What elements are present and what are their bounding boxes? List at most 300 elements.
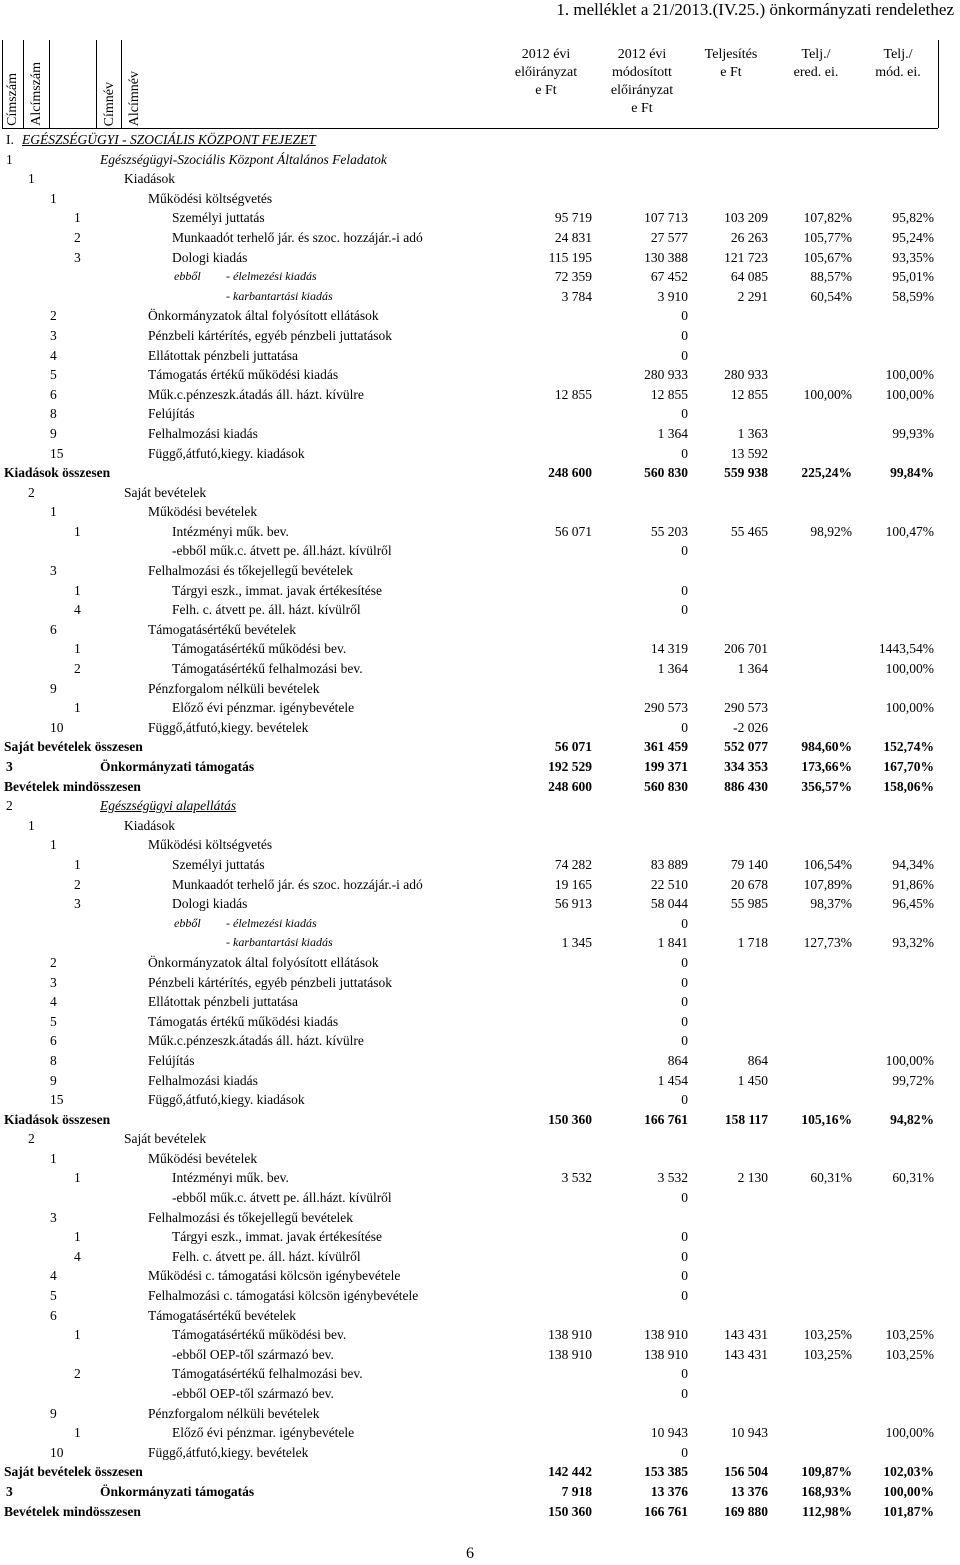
row-label: Felh. c. átvett pe. áll. házt. kívülről xyxy=(172,1248,361,1264)
header-alcimszam: Alcímszám xyxy=(29,62,44,126)
row-code: 6 xyxy=(50,386,57,402)
row-value-col5: 100,00% xyxy=(885,1425,934,1441)
row-label: Kiadások xyxy=(124,817,175,833)
table-header xyxy=(2,40,938,129)
row-value-col2: 0 xyxy=(681,1248,688,1264)
document-title: 1. melléklet a 21/2013.(IV.25.) önkormányzati rendelethez xyxy=(556,0,954,19)
row-value-col5: 93,32% xyxy=(892,935,934,951)
row-code: 2 xyxy=(6,798,13,814)
row-code: 1 xyxy=(50,1150,57,1166)
row-code: 4 xyxy=(50,994,57,1010)
row-label: Személyi juttatás xyxy=(172,856,265,872)
table-row xyxy=(2,365,938,385)
table-row xyxy=(2,1423,938,1443)
row-label: Felhalmozási kiadás xyxy=(148,425,258,441)
header-telj-mod-ei: Telj./ mód. ei. xyxy=(875,47,921,80)
table-row xyxy=(2,1404,938,1424)
row-value-col4: 105,67% xyxy=(803,249,852,265)
row-label: Támogatásértékű felhalmozási bev. xyxy=(172,661,363,677)
row-value-col5: 95,24% xyxy=(892,229,934,245)
row-value-col2: 0 xyxy=(681,1366,688,1382)
table-row xyxy=(2,581,938,601)
row-code: 3 xyxy=(74,249,81,265)
table-row xyxy=(2,1306,938,1326)
row-value-col5: 102,03% xyxy=(883,1464,934,1480)
row-label: Egészségügyi-Szociális Központ Általános Feladatok xyxy=(100,151,387,167)
row-value-col2: 0 xyxy=(681,1268,688,1284)
row-value-col2: 22 510 xyxy=(650,876,688,892)
row-label: Dologi kiadás xyxy=(172,249,248,265)
table-row xyxy=(2,404,938,424)
row-code: 3 xyxy=(50,563,57,579)
row-code: 9 xyxy=(50,1072,57,1088)
row-value-col3: 64 085 xyxy=(730,269,768,285)
row-label: Felh. c. átvett pe. áll. házt. kívülről xyxy=(172,602,361,618)
row-value-col3: 552 077 xyxy=(724,739,768,755)
row-label: Előző évi pénzmar. igénybevétele xyxy=(172,700,355,716)
row-value-col3: 26 263 xyxy=(730,229,768,245)
row-value-col3: 79 140 xyxy=(730,856,768,872)
row-code: 5 xyxy=(50,1288,57,1304)
row-code: 1 xyxy=(74,641,81,657)
table-row xyxy=(2,463,938,483)
row-label: Műk.c.pénzeszk.átadás áll. házt. kívülre xyxy=(148,386,364,402)
table-row xyxy=(2,1051,938,1071)
row-label: - élelmezési kiadás xyxy=(226,915,317,930)
row-value-col1: 56 071 xyxy=(554,523,592,539)
row-code: 9 xyxy=(50,425,57,441)
row-value-col5: 100,00% xyxy=(885,661,934,677)
row-value-col1: 74 282 xyxy=(554,856,592,872)
row-value-col2: 138 910 xyxy=(644,1327,688,1343)
table-row xyxy=(2,267,938,287)
row-value-col2: 1 364 xyxy=(657,425,688,441)
row-value-col4: 60,54% xyxy=(810,288,852,304)
row-label: Bevételek mindösszesen xyxy=(4,1503,141,1519)
row-value-col2: 138 910 xyxy=(644,1346,688,1362)
row-code: 1 xyxy=(74,523,81,539)
row-value-col2: 166 761 xyxy=(644,1111,688,1127)
row-value-col4: 356,57% xyxy=(801,778,852,794)
table-row xyxy=(2,1012,938,1032)
table-row xyxy=(2,1090,938,1110)
row-code: 1 xyxy=(6,151,13,167)
row-value-col2: 290 573 xyxy=(644,700,688,716)
row-code: 1 xyxy=(74,582,81,598)
row-code: 10 xyxy=(50,719,64,735)
header-alcimnev: Alcímnév xyxy=(127,70,142,126)
row-value-col3: 10 943 xyxy=(730,1425,768,1441)
row-value-col5: 99,72% xyxy=(892,1072,934,1088)
row-value-col4: 173,66% xyxy=(801,759,852,774)
row-value-col1: 3 784 xyxy=(561,288,592,304)
row-code: 2 xyxy=(74,661,81,677)
row-label: Intézményi műk. bev. xyxy=(172,523,289,539)
table-row xyxy=(2,483,938,503)
table-row xyxy=(2,150,938,170)
budget-table-body xyxy=(2,130,938,1521)
row-label: Függő,átfutó,kiegy. kiadások xyxy=(148,1092,305,1108)
row-value-col2: 0 xyxy=(681,308,688,324)
row-value-col2: 153 385 xyxy=(644,1464,688,1480)
row-label: Függő,átfutó,kiegy. kiadások xyxy=(148,445,305,461)
table-row xyxy=(2,1227,938,1247)
table-row xyxy=(2,130,938,150)
row-label: Támogatásértékű felhalmozási bev. xyxy=(172,1366,363,1382)
row-code: 3 xyxy=(50,974,57,990)
row-code: 2 xyxy=(74,229,81,245)
row-code: 4 xyxy=(74,602,81,618)
table-row xyxy=(2,444,938,464)
row-value-col5: 103,25% xyxy=(885,1327,934,1343)
row-value-col2: 0 xyxy=(681,915,688,931)
row-value-col2: 55 203 xyxy=(650,523,688,539)
row-value-col5: 100,00% xyxy=(885,700,934,716)
row-value-col2: 0 xyxy=(681,602,688,618)
row-value-col4: 127,73% xyxy=(803,935,852,951)
row-code: ebből xyxy=(174,269,201,284)
row-label: Tárgyi eszk., immat. javak értékesítése xyxy=(172,582,383,598)
row-value-col4: 984,60% xyxy=(801,739,852,755)
row-code: 1 xyxy=(74,1327,81,1343)
row-value-col1: 150 360 xyxy=(548,1503,592,1519)
row-value-col5: 99,84% xyxy=(890,465,934,481)
row-label: Támogatásértékű bevételek xyxy=(148,621,297,637)
row-label: Tárgyi eszk., immat. javak értékesítése xyxy=(172,1229,383,1245)
row-value-col2: 0 xyxy=(681,445,688,461)
table-row xyxy=(2,1071,938,1091)
table-row xyxy=(2,424,938,444)
row-value-col1: 56 913 xyxy=(554,896,592,912)
row-code: ebből xyxy=(174,915,201,930)
row-value-col2: 10 943 xyxy=(650,1425,688,1441)
row-code: 1 xyxy=(28,171,35,187)
row-value-col2: 130 388 xyxy=(644,249,688,265)
row-value-col2: 0 xyxy=(681,1092,688,1108)
row-value-col2: 864 xyxy=(667,1052,688,1068)
row-value-col4: 103,25% xyxy=(803,1346,852,1362)
row-value-col5: 158,06% xyxy=(883,778,934,794)
row-label: Dologi kiadás xyxy=(172,896,248,912)
row-code: 1 xyxy=(50,190,57,206)
row-label: -ebből OEP-től származó bev. xyxy=(172,1386,334,1401)
page-number: 6 xyxy=(466,1545,474,1562)
table-row xyxy=(2,1110,938,1130)
table-row xyxy=(2,561,938,581)
row-label: Előző évi pénzmar. igénybevétele xyxy=(172,1425,355,1441)
row-value-col1: 192 529 xyxy=(548,759,592,774)
row-code: 8 xyxy=(50,1052,57,1068)
row-code: 1 xyxy=(74,856,81,872)
row-value-col4: 60,31% xyxy=(810,1170,852,1186)
row-value-col2: 166 761 xyxy=(644,1503,688,1519)
row-value-col3: 280 933 xyxy=(724,367,768,383)
table-row xyxy=(2,385,938,405)
table-row xyxy=(2,698,938,718)
table-row xyxy=(2,933,938,953)
row-value-col3: 1 363 xyxy=(737,425,768,441)
row-code: 6 xyxy=(50,1307,57,1323)
row-label: Kiadások xyxy=(124,171,175,187)
row-value-col1: 7 918 xyxy=(561,1483,592,1499)
row-code: 10 xyxy=(50,1444,64,1460)
table-row xyxy=(2,1345,938,1365)
row-label: Támogatásértékű működési bev. xyxy=(172,641,347,657)
row-value-col2: 0 xyxy=(681,327,688,343)
row-value-col1: 248 600 xyxy=(548,778,592,794)
table-row xyxy=(2,1188,938,1208)
row-code: 4 xyxy=(74,1248,81,1264)
row-value-col5: 103,25% xyxy=(885,1346,934,1362)
table-row xyxy=(2,1364,938,1384)
row-label: Önkormányzatok által folyósított ellátások xyxy=(148,954,379,970)
row-code: 2 xyxy=(28,1131,35,1147)
row-value-col2: 560 830 xyxy=(644,778,688,794)
row-label: Támogatásértékű működési bev. xyxy=(172,1327,347,1343)
row-label: Működési bevételek xyxy=(148,1150,258,1166)
row-value-col2: 13 376 xyxy=(650,1483,688,1499)
row-value-col4: 168,93% xyxy=(801,1483,852,1499)
row-value-col5: 96,45% xyxy=(892,896,934,912)
row-value-col2: 58 044 xyxy=(650,896,688,912)
row-code: 4 xyxy=(50,1268,57,1284)
row-label: - karbantartási kiadás xyxy=(226,288,333,303)
row-value-col3: 169 880 xyxy=(724,1503,768,1519)
row-value-col2: 199 371 xyxy=(644,759,688,774)
row-label: Saját bevételek összesen xyxy=(4,739,143,755)
table-row xyxy=(2,1208,938,1228)
row-label: Munkaadót terhelő jár. és szoc. hozzájár.-i adó xyxy=(172,876,423,892)
row-value-col3: 156 504 xyxy=(724,1464,768,1480)
table-row xyxy=(2,1247,938,1267)
row-value-col3: 13 376 xyxy=(730,1483,768,1499)
row-value-col4: 109,87% xyxy=(801,1464,852,1480)
table-row xyxy=(2,973,938,993)
table-row xyxy=(2,1031,938,1051)
row-value-col2: 0 xyxy=(681,1190,688,1206)
row-value-col3: 20 678 xyxy=(730,876,768,892)
row-value-col4: 107,82% xyxy=(803,210,852,226)
row-label: Pénzbeli kártérítés, egyéb pénzbeli juttatások xyxy=(148,327,393,343)
row-value-col5: 100,47% xyxy=(885,523,934,539)
row-value-col4: 98,37% xyxy=(810,896,852,912)
table-row xyxy=(2,1384,938,1404)
row-value-col2: 0 xyxy=(681,347,688,363)
row-value-col3: 12 855 xyxy=(730,386,768,402)
row-code: 1 xyxy=(74,1425,81,1441)
row-value-col2: 0 xyxy=(681,406,688,422)
row-code: 1 xyxy=(28,817,35,833)
row-value-col2: 27 577 xyxy=(650,229,688,245)
row-value-col5: 93,35% xyxy=(892,249,934,265)
row-value-col3: 290 573 xyxy=(724,700,768,716)
row-value-col4: 106,54% xyxy=(803,856,852,872)
row-label: Felújítás xyxy=(148,406,195,422)
row-value-col1: 115 195 xyxy=(548,249,592,265)
table-row xyxy=(2,875,938,895)
table-row xyxy=(2,1482,938,1502)
row-value-col2: 67 452 xyxy=(650,269,688,285)
table-row xyxy=(2,737,938,757)
row-value-col3: 334 353 xyxy=(724,759,768,774)
row-value-col2: 0 xyxy=(681,1444,688,1460)
row-value-col3: 55 465 xyxy=(730,523,768,539)
header-teljesites: Teljesítés e Ft xyxy=(704,47,758,80)
table-row xyxy=(2,992,938,1012)
row-value-col2: 1 841 xyxy=(657,935,688,951)
row-label: Felújítás xyxy=(148,1052,195,1068)
table-row xyxy=(2,914,938,934)
row-code: 1 xyxy=(74,210,81,226)
row-code: 2 xyxy=(74,1366,81,1382)
row-label: Önkormányzati támogatás xyxy=(100,1483,255,1499)
row-value-col2: 560 830 xyxy=(644,465,688,481)
row-value-col2: 83 889 xyxy=(650,856,688,872)
row-value-col3: 55 985 xyxy=(730,896,768,912)
row-code: 15 xyxy=(50,1092,64,1108)
table-row xyxy=(2,855,938,875)
table-row xyxy=(2,228,938,248)
row-label: Felhalmozási és tőkejellegű bevételek xyxy=(148,1209,354,1225)
table-row xyxy=(2,620,938,640)
table-row xyxy=(2,835,938,855)
table-row xyxy=(2,1325,938,1345)
row-value-col5: 101,87% xyxy=(883,1503,934,1519)
row-label: Működési c. támogatási kölcsön igénybevétele xyxy=(148,1268,401,1284)
row-label: -ebből műk.c. átvett pe. áll.házt. kívülről xyxy=(172,543,392,559)
table-row xyxy=(2,600,938,620)
row-value-col2: 0 xyxy=(681,1033,688,1049)
row-label: Támogatásértékű bevételek xyxy=(148,1307,297,1323)
row-value-col3: 1 364 xyxy=(737,661,768,677)
row-label: Függő,átfutó,kiegy. bevételek xyxy=(148,1444,309,1460)
row-value-col2: 0 xyxy=(681,582,688,598)
row-label: Személyi juttatás xyxy=(172,210,265,226)
row-value-col4: 105,16% xyxy=(801,1111,852,1127)
row-value-col3: 1 450 xyxy=(737,1072,768,1088)
table-row xyxy=(2,189,938,209)
table-row xyxy=(2,718,938,738)
row-value-col5: 100,00% xyxy=(883,1483,934,1499)
row-code: 2 xyxy=(28,484,35,500)
row-code: 3 xyxy=(50,327,57,343)
row-value-col3: 864 xyxy=(747,1052,768,1068)
table-row xyxy=(2,1266,938,1286)
row-code: 5 xyxy=(50,1013,57,1029)
row-code: 2 xyxy=(50,308,57,324)
row-value-col5: 100,00% xyxy=(885,386,934,402)
row-label: Önkormányzatok által folyósított ellátások xyxy=(148,308,379,324)
row-label: Felhalmozási kiadás xyxy=(148,1072,258,1088)
row-value-col2: 1 364 xyxy=(657,661,688,677)
row-value-col3: 559 938 xyxy=(724,465,768,481)
row-label: Önkormányzati támogatás xyxy=(100,759,255,774)
row-value-col4: 105,77% xyxy=(803,229,852,245)
row-value-col3: 2 291 xyxy=(737,288,768,304)
header-telj-ered-ei: Telj./ ered. ei. xyxy=(793,47,839,80)
row-label: Kiadások összesen xyxy=(4,465,111,481)
row-value-col3: 2 130 xyxy=(737,1170,768,1186)
row-code: 1 xyxy=(74,1170,81,1186)
table-row xyxy=(2,894,938,914)
row-code: 15 xyxy=(50,445,64,461)
row-label: Intézményi műk. bev. xyxy=(172,1170,289,1186)
row-label: Saját bevételek xyxy=(124,1131,207,1147)
row-code: 6 xyxy=(50,621,57,637)
row-value-col4: 88,57% xyxy=(810,269,852,285)
row-value-col5: 91,86% xyxy=(892,876,934,892)
row-code: 3 xyxy=(74,896,81,912)
row-value-col5: 95,01% xyxy=(892,269,934,285)
row-code: 1 xyxy=(74,1229,81,1245)
row-value-col4: 107,89% xyxy=(803,876,852,892)
row-code: 6 xyxy=(50,1033,57,1049)
table-row xyxy=(2,522,938,542)
row-label: Működési költségvetés xyxy=(148,837,273,853)
row-value-col5: 94,82% xyxy=(890,1111,934,1127)
row-value-col2: 0 xyxy=(681,1288,688,1304)
row-label: - élelmezési kiadás xyxy=(226,269,317,284)
row-label: Felhalmozási és tőkejellegű bevételek xyxy=(148,563,354,579)
table-row xyxy=(2,1286,938,1306)
header-cimnev: Címnév xyxy=(102,81,117,126)
row-label: Működési bevételek xyxy=(148,504,258,520)
row-code: 3 xyxy=(6,1483,13,1499)
row-value-col2: 0 xyxy=(681,974,688,990)
row-label: Pénzbeli kártérítés, egyéb pénzbeli juttatások xyxy=(148,974,393,990)
row-label: Saját bevételek összesen xyxy=(4,1464,143,1480)
row-label: Támogatás értékű működési kiadás xyxy=(148,1013,339,1029)
row-label: EGÉSZSÉGÜGYI - SZOCIÁLIS KÖZPONT FEJEZET xyxy=(22,132,316,147)
row-value-col5: 99,93% xyxy=(892,425,934,441)
table-row xyxy=(2,816,938,836)
header-2012-eloiranyzat: 2012 évi előirányzat e Ft xyxy=(514,47,578,98)
header-cimszam: Címszám xyxy=(5,73,20,126)
row-label: Felhalmozási c. támogatási kölcsön igénybevétele xyxy=(148,1288,419,1304)
row-value-col3: -2 026 xyxy=(733,719,768,735)
row-value-col2: 12 855 xyxy=(650,386,688,402)
row-value-col2: 14 319 xyxy=(650,641,688,657)
row-value-col1: 138 910 xyxy=(548,1346,592,1362)
row-value-col5: 167,70% xyxy=(883,759,934,774)
row-code: 4 xyxy=(50,347,57,363)
row-code: 1 xyxy=(50,504,57,520)
row-value-col2: 1 454 xyxy=(657,1072,688,1088)
row-value-col3: 143 431 xyxy=(724,1327,768,1343)
table-row xyxy=(2,326,938,346)
row-code: 9 xyxy=(50,1405,57,1421)
row-code: 1 xyxy=(74,700,81,716)
table-row xyxy=(2,1168,938,1188)
row-code: 9 xyxy=(50,680,57,696)
table-row xyxy=(2,287,938,307)
row-value-col2: 361 459 xyxy=(644,739,688,755)
table-row xyxy=(2,346,938,366)
row-value-col1: 95 719 xyxy=(554,210,592,226)
row-value-col1: 142 442 xyxy=(548,1464,592,1480)
row-value-col5: 100,00% xyxy=(885,367,934,383)
row-value-col2: 0 xyxy=(681,1229,688,1245)
row-label: Saját bevételek xyxy=(124,484,207,500)
row-value-col1: 56 071 xyxy=(554,739,592,755)
row-value-col2: 107 713 xyxy=(644,210,688,226)
table-row xyxy=(2,757,938,777)
table-row xyxy=(2,248,938,268)
row-value-col1: 24 831 xyxy=(554,229,592,245)
row-label: Pénzforgalom nélküli bevételek xyxy=(148,680,320,696)
table-row xyxy=(2,1129,938,1149)
row-value-col5: 95,82% xyxy=(892,210,934,226)
